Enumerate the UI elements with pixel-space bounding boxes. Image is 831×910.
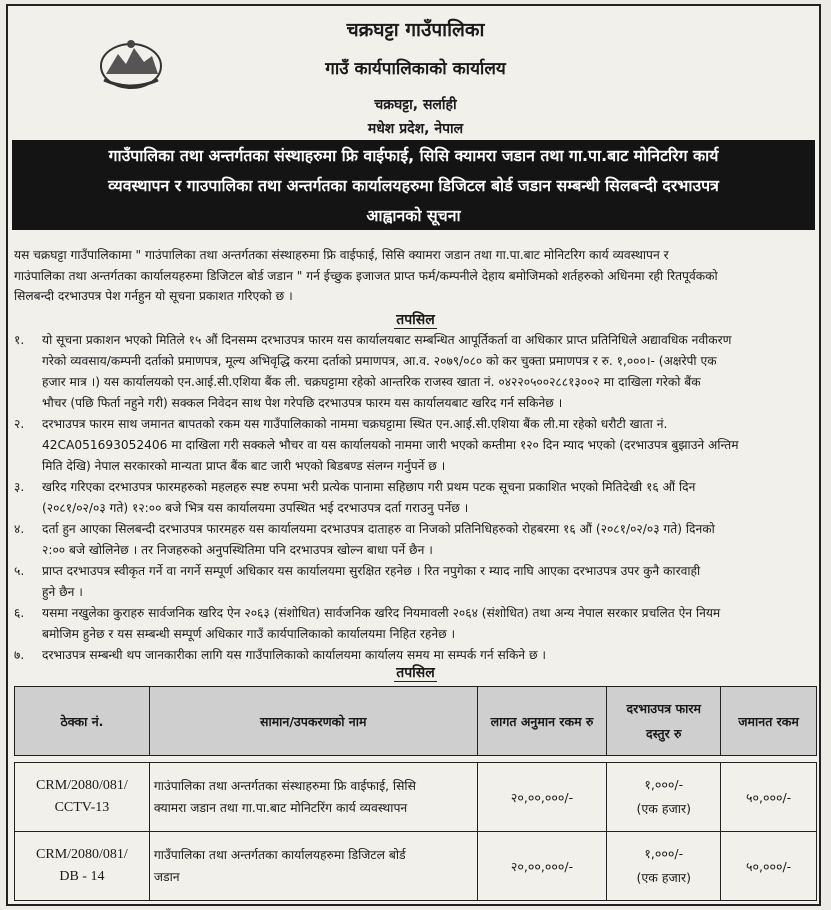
header-contract-no: ठेक्का नं. xyxy=(15,687,150,756)
estimate-amount: २०,००,०००/- xyxy=(477,763,607,832)
contract-code: CRM/2080/081/ CCTV-13 xyxy=(15,763,150,832)
security-amount: ५०,०००/- xyxy=(721,763,817,832)
table-row xyxy=(15,763,817,832)
condition-number: २. xyxy=(14,417,25,431)
contract-code: CRM/2080/081/ DB - 14 xyxy=(15,832,150,901)
condition-item: ७. दरभाउपत्र सम्बन्धी थप जानकारीका लागि यस गाउँपालिकाको कार्यालयमा कार्यालय समय मा सम्पर्क गर्न सकिने छ । xyxy=(14,645,819,666)
item-description: गाउँपालिका तथा अन्तर्गतका कार्यालयहरुमा डिजिटल बोर्ड जडान xyxy=(149,832,477,901)
condition-item: ५. प्राप्त दरभाउपत्र स्वीकृत गर्ने वा नगर्ने सम्पूर्ण अधिकार यस कार्यालयमा सुरक्षित रहनेछ । रित नपुगेका र म्याद नाघि आएका दरभाउपत्र उपर कुनै कारवाही हुने छैन । xyxy=(14,561,819,603)
header-security: जमानत रकम xyxy=(721,687,817,756)
condition-item: ३. खरिद गरिएका दरभाउपत्र फारमहरुको महलहरु स्पष्ट रुपमा भरी प्रत्येक पानामा सहिछाप गरी प्रथम पटक सूचना प्रकाशित भएको मितिदेखी १६ औं दिन (२०८१/०२/०३ गते) १२:०० बजे भित्र यस कार्यालयमा उपस्थित भई दरभाउपत्र दर्ता गराउनु पर्नेछ । xyxy=(14,477,819,519)
estimate-amount: २०,००,०००/- xyxy=(477,832,607,901)
condition-item: ४. दर्ता हुन आएका सिलबन्दी दरभाउपत्र फारमहरु यस कार्यालयमा दरभाउपत्र दाताहरु वा निजको प्रतिनिधिहरुको रोहबरमा १६ औं (२०८१/०२/०३ गते) दिनको २:०० बजे खोलिनेछ । तर निजहरुको अनुपस्थितिमा पनि दरभाउपत्र खोल्न बाधा पर्ने छैन । xyxy=(14,519,819,561)
condition-number: ४. xyxy=(14,522,25,536)
header-item-name: सामान/उपकरणको नाम xyxy=(149,687,477,756)
office-name: गाउँ कार्यपालिकाको कार्यालय xyxy=(325,59,506,79)
condition-number: ३. xyxy=(14,480,25,494)
form-fee: १,०००/- (एक हजार) xyxy=(607,832,721,901)
notice-title-line: आह्वानको सूचना xyxy=(366,206,461,225)
notice-title-banner xyxy=(12,140,815,230)
table-spacer xyxy=(15,756,817,763)
intro-line: गाउंपालिका तथा अन्तर्गतका कार्यालयहरुमा डिजिटल बोर्ड जडान " गर्न ईच्छुक इजाजत प्राप्त फर्म/कम्पनीले देहाय बमोजिमको शर्तहरुको अधिनमा रही रितपूर्वकको xyxy=(14,268,718,283)
form-fee: १,०००/- (एक हजार) xyxy=(607,763,721,832)
notice-title-line: गाउँपालिका तथा अन्तर्गतका संस्थाहरुमा फ्रि वाईफाई, सिसि क्यामरा जडान तथा गा.पा.बाट मोनिटरिग कार्य xyxy=(108,146,719,165)
intro-line: सिलबन्दी दरभाउपत्र पेश गर्नहुन यो सूचना प्रकाशत गरिएको छ । xyxy=(14,289,293,303)
intro-line: यस चक्रघट्टा गाउँपालिकामा " गाउंपालिका तथा अन्तर्गतका संस्थाहरुमा फ्रि वाईफाई, सिसि क्यामरा जडान तथा गा.पा.बाट मोनिटरिग कार्य व्यवस्थापन र xyxy=(14,248,669,262)
header-form-fee: दरभाउपत्र फारम दस्तुर रु xyxy=(607,687,721,756)
notice-title-line: व्यवस्थापन र गाउपालिका तथा अन्तर्गतका कार्यालयहरुमा डिजिटल बोर्ड जडान सम्बन्धी सिलबन्दी दरभाउपत्र xyxy=(108,176,719,195)
section-title-table: तपसिल xyxy=(396,665,435,681)
condition-number: ७. xyxy=(14,648,25,662)
section-title-details: तपसिल xyxy=(396,312,435,328)
office-address: चक्रघट्टा, सर्लाही xyxy=(374,97,457,113)
condition-number: ६. xyxy=(14,606,25,620)
condition-item: २. दरभाउपत्र फारम साथ जमानत बापतको रकम यस गाउँपालिकाको नाममा चक्रघट्टामा स्थित एन.आई.सी.एशिया बैंक ली.मा रहेको धरौटी खाता नं. 42CA051693052406 मा दाखिला गरी सक्कले भौचर वा यस कार्यालयको नाममा जारी भएको कम्तीमा १२० दिन म्याद भएको (दरभाउपत्र बुझाउने अन्तिम मिति देखि) नेपाल सरकारको मान्यता प्राप्त बैंक बाट जारी भएको बिडबण्ड संलग्न गर्नुपर्ने छ । xyxy=(14,414,819,477)
municipality-name: चक्रघट्टा गाउँपालिका xyxy=(346,19,485,41)
intro-paragraph xyxy=(14,245,814,307)
conditions-list xyxy=(14,330,819,666)
table-header-row xyxy=(15,687,817,756)
header-estimate: लागत अनुमान रकम रु xyxy=(477,687,607,756)
table-row xyxy=(15,832,817,901)
item-description: गाउंपालिका तथा अन्तर्गतका संस्थाहरुमा फ्रि वाईफाई, सिसि क्यामरा जडान तथा गा.पा.बाट मोनिटरिंग कार्य व्यवस्थापन xyxy=(149,763,477,832)
condition-number: ५. xyxy=(14,564,25,578)
condition-item: ६. यसमा नखुलेका कुराहरु सार्वजनिक खरिद ऐन २०६३ (संशोधित) सार्वजनिक खरिद नियमावली २०६४ (संशोधित) तथा अन्य नेपाल सरकार प्रचलित ऐन नियम बमोजिम हुनेछ र यस सम्बन्धी सम्पूर्ण अधिकार गाउँ कार्यपालिकाको कार्यालयमा निहित रहनेछ । xyxy=(14,603,819,645)
contracts-table xyxy=(14,686,817,901)
condition-item: १. यो सूचना प्रकाशन भएको मितिले १५ औं दिनसम्म दरभाउपत्र फारम यस कार्यालयबाट सम्बन्धित आपूर्तिकर्ता वा अधिकार प्राप्त प्रतिनिधिले अद्यावधिक नवीकरण गरेको व्यवसाय/कम्पनी दर्ताको प्रमाणपत्र, मूल्य अभिवृद्धि करमा दर्ताको प्रमाणपत्र, आ.व. २०७९/०८० को कर चुक्ता प्रमाणपत्र र रु. १,०००।- (अक्षरेपी एक हजार मात्र ।) यस कार्यालयको एन.आई.सी.एशिया बैंक ली. चक्रघट्टामा रहेको आन्तरिक राजस्व खाता नं. ०४२२०५००२८८१३००२ मा दाखिला गरेको बैंक भौचर (पछि फिर्ता नहुने गरी) सक्कल निवेदन साथ पेश गरेपछि दरभाउपत्र फारम यस कार्यालयबाट खरिद गर्न सकिनेछ । xyxy=(14,330,819,414)
province-country: मधेश प्रदेश, नेपाल xyxy=(367,121,464,137)
condition-number: १. xyxy=(14,333,25,347)
security-amount: ५०,०००/- xyxy=(721,832,817,901)
